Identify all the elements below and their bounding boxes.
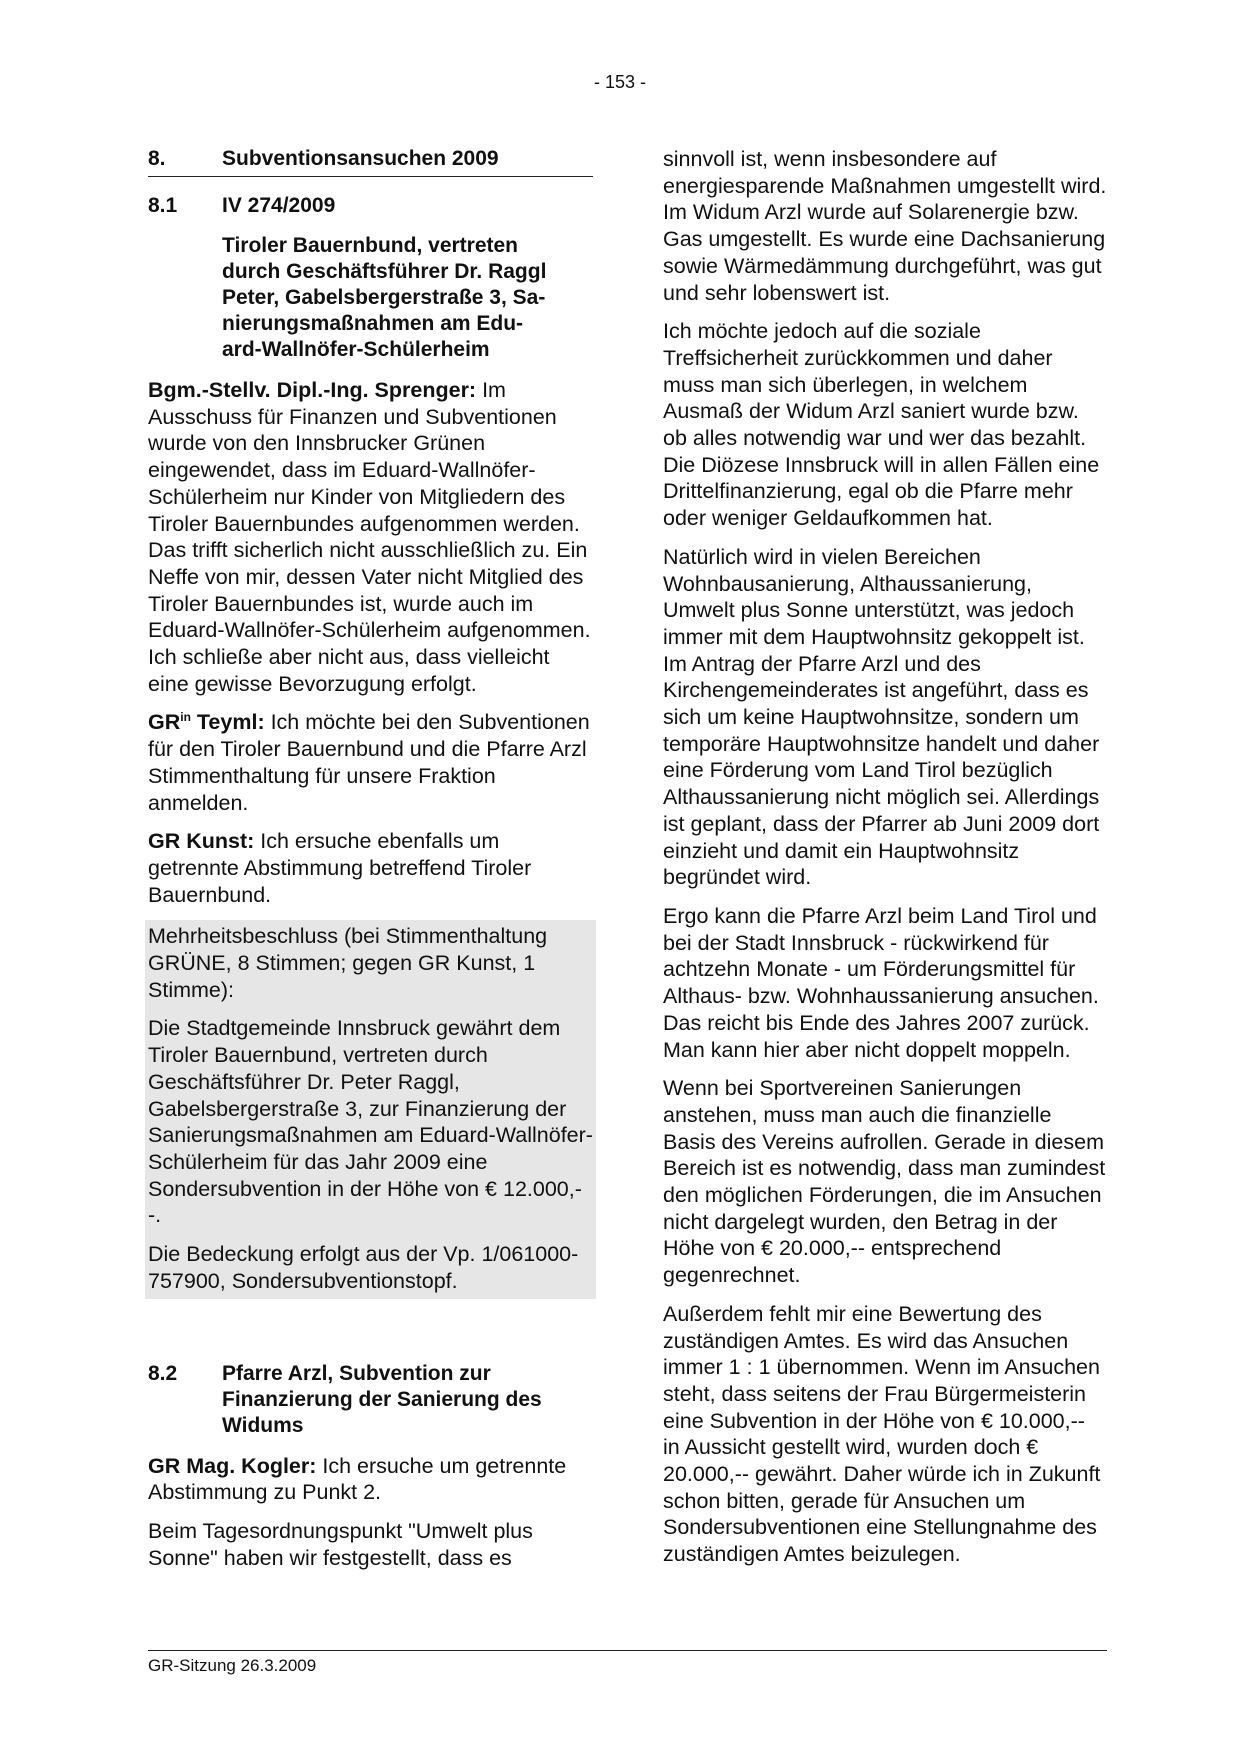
item-number: 8.1	[148, 194, 178, 217]
speaker-title-suffix: in	[180, 710, 191, 725]
statement-kogler	[148, 1453, 593, 1506]
paragraph: Ergo kann die Pfarre Arzl beim Land Tirol und bei der Stadt Innsbruck - rückwirkend für achtzehn Monate - um Förderungsmittel für Althaus- bzw. Wohnhaussanierung ansuchen. Das reicht bis Ende des Jahres 2007 zurück. Man kann hier aber nicht doppelt moppeln.	[663, 903, 1099, 1062]
section-number: 8.	[148, 147, 166, 170]
title-line: Finanzierung der Sanierung des	[222, 1387, 542, 1411]
item-heading-8-1	[148, 193, 593, 219]
speaker-name: GR Kunst:	[148, 829, 255, 854]
speaker-name	[148, 710, 265, 734]
subject-line: Tiroler Bauernbund, vertreten	[222, 234, 519, 257]
page-number: - 153 -	[593, 72, 647, 92]
item-heading-8-2	[148, 1361, 593, 1439]
speaker-name: GR Mag. Kogler:	[148, 1453, 317, 1478]
speaker-surname: Teyml:	[190, 710, 265, 735]
right-column	[663, 146, 1107, 1580]
statement-sprenger	[148, 377, 593, 697]
paragraph: Ich möchte jedoch auf die soziale Treffsicherheit zurückkommen und daher muss man sich überlegen, in welchem Ausmaß der Widum Arzl saniert wurde bzw. ob alles notwendig war und wer das bezahlt. Die Diözese Innsbruck will in allen Fällen eine Drittelfinanzierung, egal ob die Pfarre mehr oder weniger Geldaufkommen hat.	[663, 319, 1100, 531]
title-line: Widums	[222, 1413, 304, 1437]
speaker-title: GR	[148, 710, 181, 735]
statement-teyml	[148, 709, 593, 816]
paragraph: sinnvoll ist, wenn insbesondere auf energiesparende Maßnahmen umgestellt wird. Im Widum Arzl wurde auf Solarenergie bzw. Gas umgestellt. Es wurde eine Dachsanierung sowie Wärmedämmung durchgeführt, was gut und sehr lobenswert ist.	[663, 147, 1107, 305]
statement-text: Im Ausschuss für Finanzen und Subventionen wurde von den Innsbrucker Grünen eingewendet, dass im Eduard-Wallnöfer-Schülerheim nur Kinder von Mitgliedern des Tiroler Bauernbundes aufgenommen werden. Das trifft sicherlich nicht ausschließlich zu. Ein Neffe von mir, dessen Vater nicht Mitglied des Tiroler Bauernbundes ist, wurde auch im Eduard-Wallnöfer-Schülerheim aufgenommen. Ich schließe aber nicht aus, dass vielleicht eine gewisse Bevorzugung erfolgt.	[148, 378, 591, 696]
section-heading	[148, 146, 593, 177]
paragraph: Natürlich wird in vielen Bereichen Wohnbausanierung, Althaussanierung, Umwelt plus Sonne unterstützt, was jedoch immer mit dem Hauptwohnsitz gekoppelt ist. Im Antrag der Pfarre Arzl und des Kirchengemeinderates ist angeführt, dass es sich um keine Hauptwohnsitze, sondern um temporäre Hauptwohnsitze handelt und daher eine Förderung vom Land Tirol bezüglich Althaussanierung nicht möglich sei. Allerdings ist geplant, dass der Pfarrer ab Juni 2009 dort einzieht und damit ein Hauptwohnsitz begründet wird.	[663, 544, 1100, 890]
item-number: 8.2	[148, 1361, 178, 1385]
item-title	[222, 1361, 542, 1439]
decision-resolution: Die Stadtgemeinde Innsbruck gewährt dem Tiroler Bauernbund, vertreten durch Geschäftsführer Dr. Peter Raggl, Gabelsbergerstraße 3, zur Finanzierung der Sanierungsmaßnahmen am Eduard-Wallnöfer-Schülerheim für das Jahr 2009 eine Sondersubvention in der Höhe von € 12.000,--.	[148, 1016, 593, 1228]
item-subject	[222, 233, 593, 363]
paragraph: Außerdem fehlt mir eine Bewertung des zuständigen Amtes. Es wird das Ansuchen immer 1 : 1 übernommen. Wenn im Ansuchen steht, dass seitens der Frau Bürgermeisterin eine Subvention in der Höhe von € 10.000,-- in Aussicht gestellt wird, wurden doch € 20.000,-- gewährt. Daher würde ich in Zukunft schon bitten, gerade für Ansuchen um Sondersubventionen eine Stellungnahme des zuständigen Amtes beizulegen.	[663, 1301, 1101, 1567]
statement-continued: Beim Tagesordnungspunkt "Umwelt plus Sonne" haben wir festgestellt, dass es	[148, 1518, 533, 1570]
section-title: Subventionsansuchen 2009	[222, 147, 499, 170]
decision-funding: Die Bedeckung erfolgt aus der Vp. 1/061000-757900, Sondersubventionstopf.	[148, 1242, 579, 1293]
subject-line: ard-Wallnöfer-Schülerheim	[222, 338, 490, 361]
footer-text: GR-Sitzung 26.3.2009	[148, 1656, 317, 1675]
paragraph: Wenn bei Sportvereinen Sanierungen anstehen, muss man auch die finanzielle Basis des Vereins aufrollen. Gerade in diesem Bereich ist es notwendig, dass man zumindest den möglichen Förderungen, die im Ansuchen nicht dargelegt wurden, den Betrag in der Höhe von € 20.000,-- entsprechend gegenrechnet.	[663, 1076, 1106, 1288]
statement-text: Ich möchte bei den Subventionen für den Tiroler Bauernbund und die Pfarre Arzl Stimmenthaltung für unsere Fraktion anmelden.	[148, 710, 590, 815]
title-line: Pfarre Arzl, Subvention zur	[222, 1361, 491, 1385]
left-column	[148, 146, 593, 1583]
subject-line: durch Geschäftsführer Dr. Raggl	[222, 260, 547, 283]
statement-text: Ich ersuche ebenfalls um getrennte Abstimmung betreffend Tiroler Bauernbund.	[148, 829, 532, 907]
subject-line: nierungsmaßnahmen am Edu-	[222, 312, 524, 335]
footer-divider	[148, 1650, 1107, 1651]
item-title: IV 274/2009	[222, 194, 336, 217]
decision-vote: Mehrheitsbeschluss (bei Stimmenthaltung GRÜNE, 8 Stimmen; gegen GR Kunst, 1 Stimme):	[148, 924, 548, 1002]
speaker-name: Bgm.-Stellv. Dipl.-Ing. Sprenger:	[148, 378, 477, 402]
decision-box	[145, 920, 596, 1298]
subject-line: Peter, Gabelsbergerstraße 3, Sa-	[222, 286, 546, 309]
statement-text: Ich ersuche um getrennte Abstimmung zu Punkt 2.	[148, 1453, 567, 1505]
statement-kunst	[148, 828, 593, 908]
